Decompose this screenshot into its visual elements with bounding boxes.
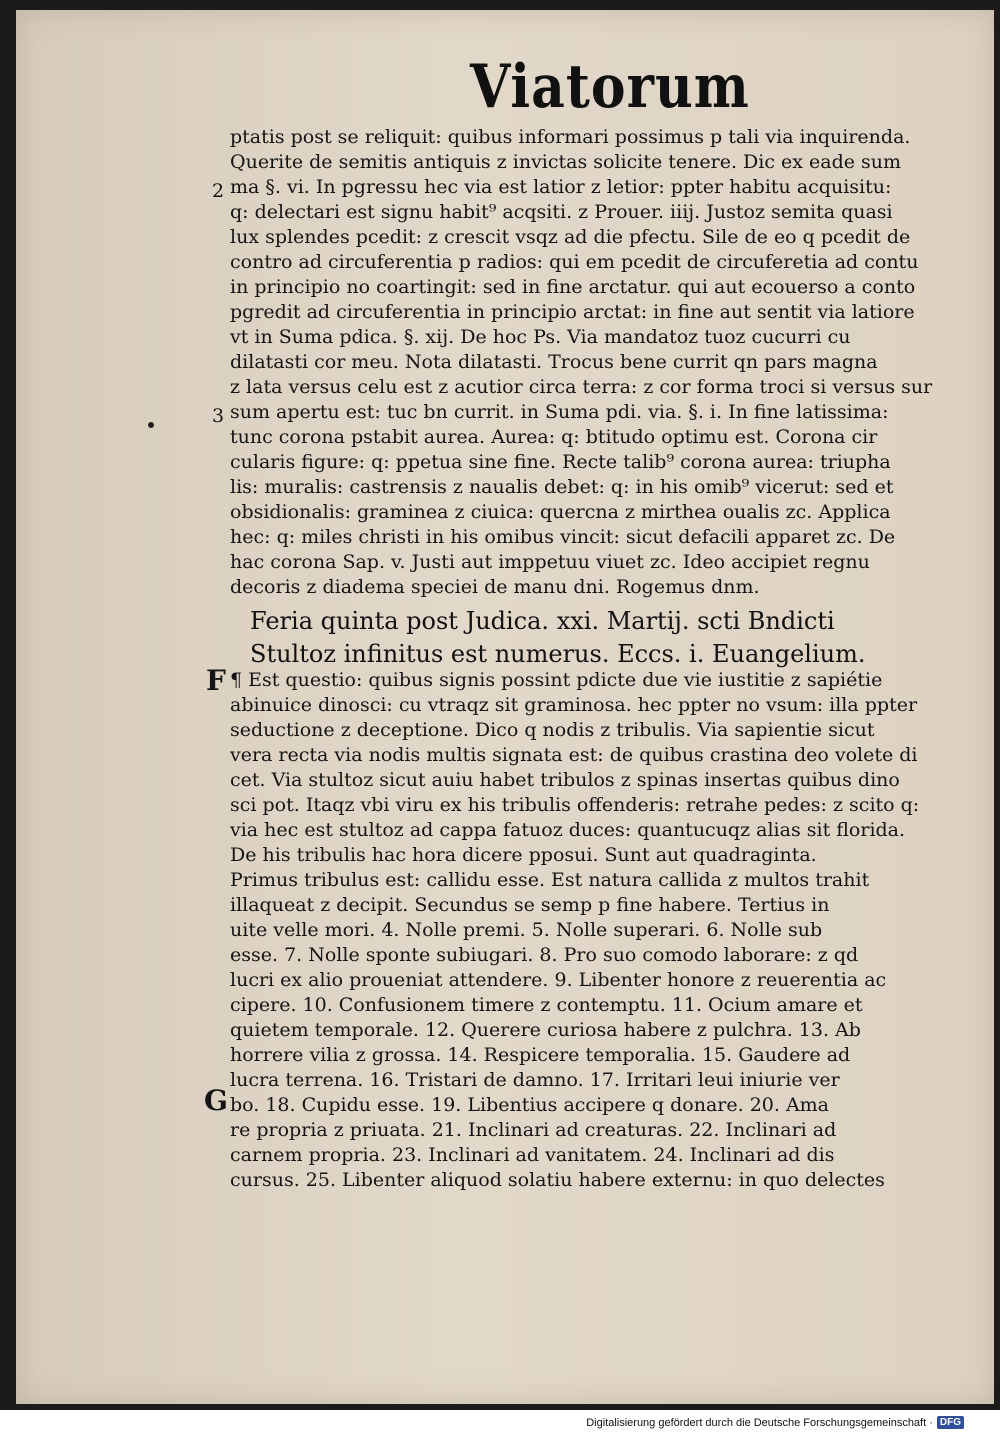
heading-line: Stultoz infinitus est numerus. Eccs. i. Euangelium. — [250, 640, 866, 668]
text-line: cursus. 25. Libenter aliquod solatiu habere externu: in quo delectes — [230, 1169, 885, 1191]
text-line: esse. 7. Nolle sponte subiugari. 8. Pro suo comodo laborare: z qd — [230, 944, 859, 966]
text-line: uite velle mori. 4. Nolle premi. 5. Nolle superari. 6. Nolle sub — [230, 919, 823, 941]
text-line: ptatis post se reliquit: quibus informari possimus p tali via inquirenda. — [230, 126, 911, 148]
text-line: obsidionalis: graminea z ciuica: quercna z mirthea oualis zc. Applica — [230, 501, 891, 523]
margin-mark: F — [206, 664, 226, 697]
text-line: ma §. vi. In pgressu hec via est latior z letior: ppter habitu acquisitu: — [230, 176, 892, 198]
section-heading — [250, 605, 950, 671]
text-line: z lata versus celu est z acutior circa terra: z cor forma troci si versus sur — [230, 376, 933, 398]
text-line: Querite de semitis antiquis z invictas solicite tenere. Dic ex eade sum — [230, 151, 902, 173]
text-line: via hec est stultoz ad cappa fatuoz duces: quantucuqz alias sit florida. — [230, 819, 906, 841]
text-line: pgredit ad circuferentia in principio arctat: in fine aut sentit via latiore — [230, 301, 915, 323]
text-line: contro ad circuferentia p radios: qui em pcedit de circuferetia ad contu — [230, 251, 919, 273]
text-line: vt in Suma pdica. §. xij. De hoc Ps. Via mandatoz tuoz cucurri cu — [230, 326, 851, 348]
text-line: decoris z diadema speciei de manu dni. Rogemus dnm. — [230, 576, 760, 598]
footer-text: Digitalisierung gefördert durch die Deutsche Forschungsgemeinschaft · — [586, 1416, 933, 1429]
text-line: illaqueat z decipit. Secundus se semp p fine habere. Tertius in — [230, 894, 830, 916]
margin-mark: 2 — [212, 180, 225, 202]
margin-mark: G — [204, 1084, 228, 1117]
text-line: seductione z deceptione. Dico q nodis z tribulis. Via sapientie sicut — [230, 719, 875, 741]
dfg-logo: DFG — [937, 1416, 964, 1429]
text-block-2 — [230, 668, 955, 1193]
text-line: hec: q: miles christi in his omibus vincit: sicut defacili apparet zc. De — [230, 526, 896, 548]
text-line: horrere vilia z grossa. 14. Respicere temporalia. 15. Gaudere ad — [230, 1044, 851, 1066]
footer-credit — [586, 1416, 964, 1429]
text-line: tunc corona pstabit aurea. Aurea: q: btitudo optimu est. Corona cir — [230, 426, 878, 448]
running-title: Viatorum — [470, 52, 750, 123]
text-line: dilatasti cor meu. Nota dilatasti. Trocus bene currit qn pars magna — [230, 351, 878, 373]
text-line: cipere. 10. Confusionem timere z contemptu. 11. Ocium amare et — [230, 994, 863, 1016]
text-line: lux splendes pcedit: z crescit vsqz ad die pfectu. Sile de eo q pcedit de — [230, 226, 911, 248]
text-line: cularis figure: q: ppetua sine fine. Recte talib⁹ corona aurea: triupha — [230, 451, 891, 473]
text-line: hac corona Sap. v. Justi aut imppetuu viuet zc. Ideo accipiet regnu — [230, 551, 870, 573]
text-line: lucra terrena. 16. Tristari de damno. 17. Irritari leui iniurie ver — [230, 1069, 840, 1091]
margin-mark: 3 — [212, 405, 225, 427]
text-line: quietem temporale. 12. Querere curiosa habere z pulchra. 13. Ab — [230, 1019, 861, 1041]
text-line: sum apertu est: tuc bn currit. in Suma pdi. via. §. i. In fine latissima: — [230, 401, 889, 423]
text-line: Primus tribulus est: callidu esse. Est natura callida z multos trahit — [230, 869, 870, 891]
text-line: De his tribulis hac hora dicere pposui. Sunt aut quadraginta. — [230, 844, 817, 866]
text-line: cet. Via stultoz sicut auiu habet tribulos z spinas insertas quibus dino — [230, 769, 900, 791]
text-line: lucri ex alio proueniat attendere. 9. Libenter honore z reuerentia ac — [230, 969, 887, 991]
text-line: sci pot. Itaqz vbi viru ex his tribulis offenderis: retrahe pedes: z scito q: — [230, 794, 920, 816]
text-line: abinuice dinosci: cu vtraqz sit graminosa. hec ppter no vsum: illa ppter — [230, 694, 918, 716]
ink-speck — [148, 422, 154, 428]
text-line: vera recta via nodis multis signata est: de quibus crastina deo volete di — [230, 744, 918, 766]
text-line: carnem propria. 23. Inclinari ad vanitatem. 24. Inclinari ad dis — [230, 1144, 835, 1166]
text-line: in principio no coartingit: sed in fine arctatur. qui aut ecouerso a conto — [230, 276, 916, 298]
text-line: bo. 18. Cupidu esse. 19. Libentius accipere q donare. 20. Ama — [230, 1094, 830, 1116]
text-line: q: delectari est signu habit⁹ acqsiti. z Prouer. iiij. Justoz semita quasi — [230, 201, 893, 223]
text-line: re propria z priuata. 21. Inclinari ad creaturas. 22. Inclinari ad — [230, 1119, 837, 1141]
heading-line: Feria quinta post Judica. xxi. Martij. scti Bndicti — [250, 607, 835, 635]
text-line: lis: muralis: castrensis z naualis debet: q: in his omib⁹ vicerut: sed et — [230, 476, 894, 498]
text-block-1 — [230, 125, 955, 600]
text-line: ¶ Est questio: quibus signis possint pdicte due vie iustitie z sapiétie — [230, 669, 883, 691]
